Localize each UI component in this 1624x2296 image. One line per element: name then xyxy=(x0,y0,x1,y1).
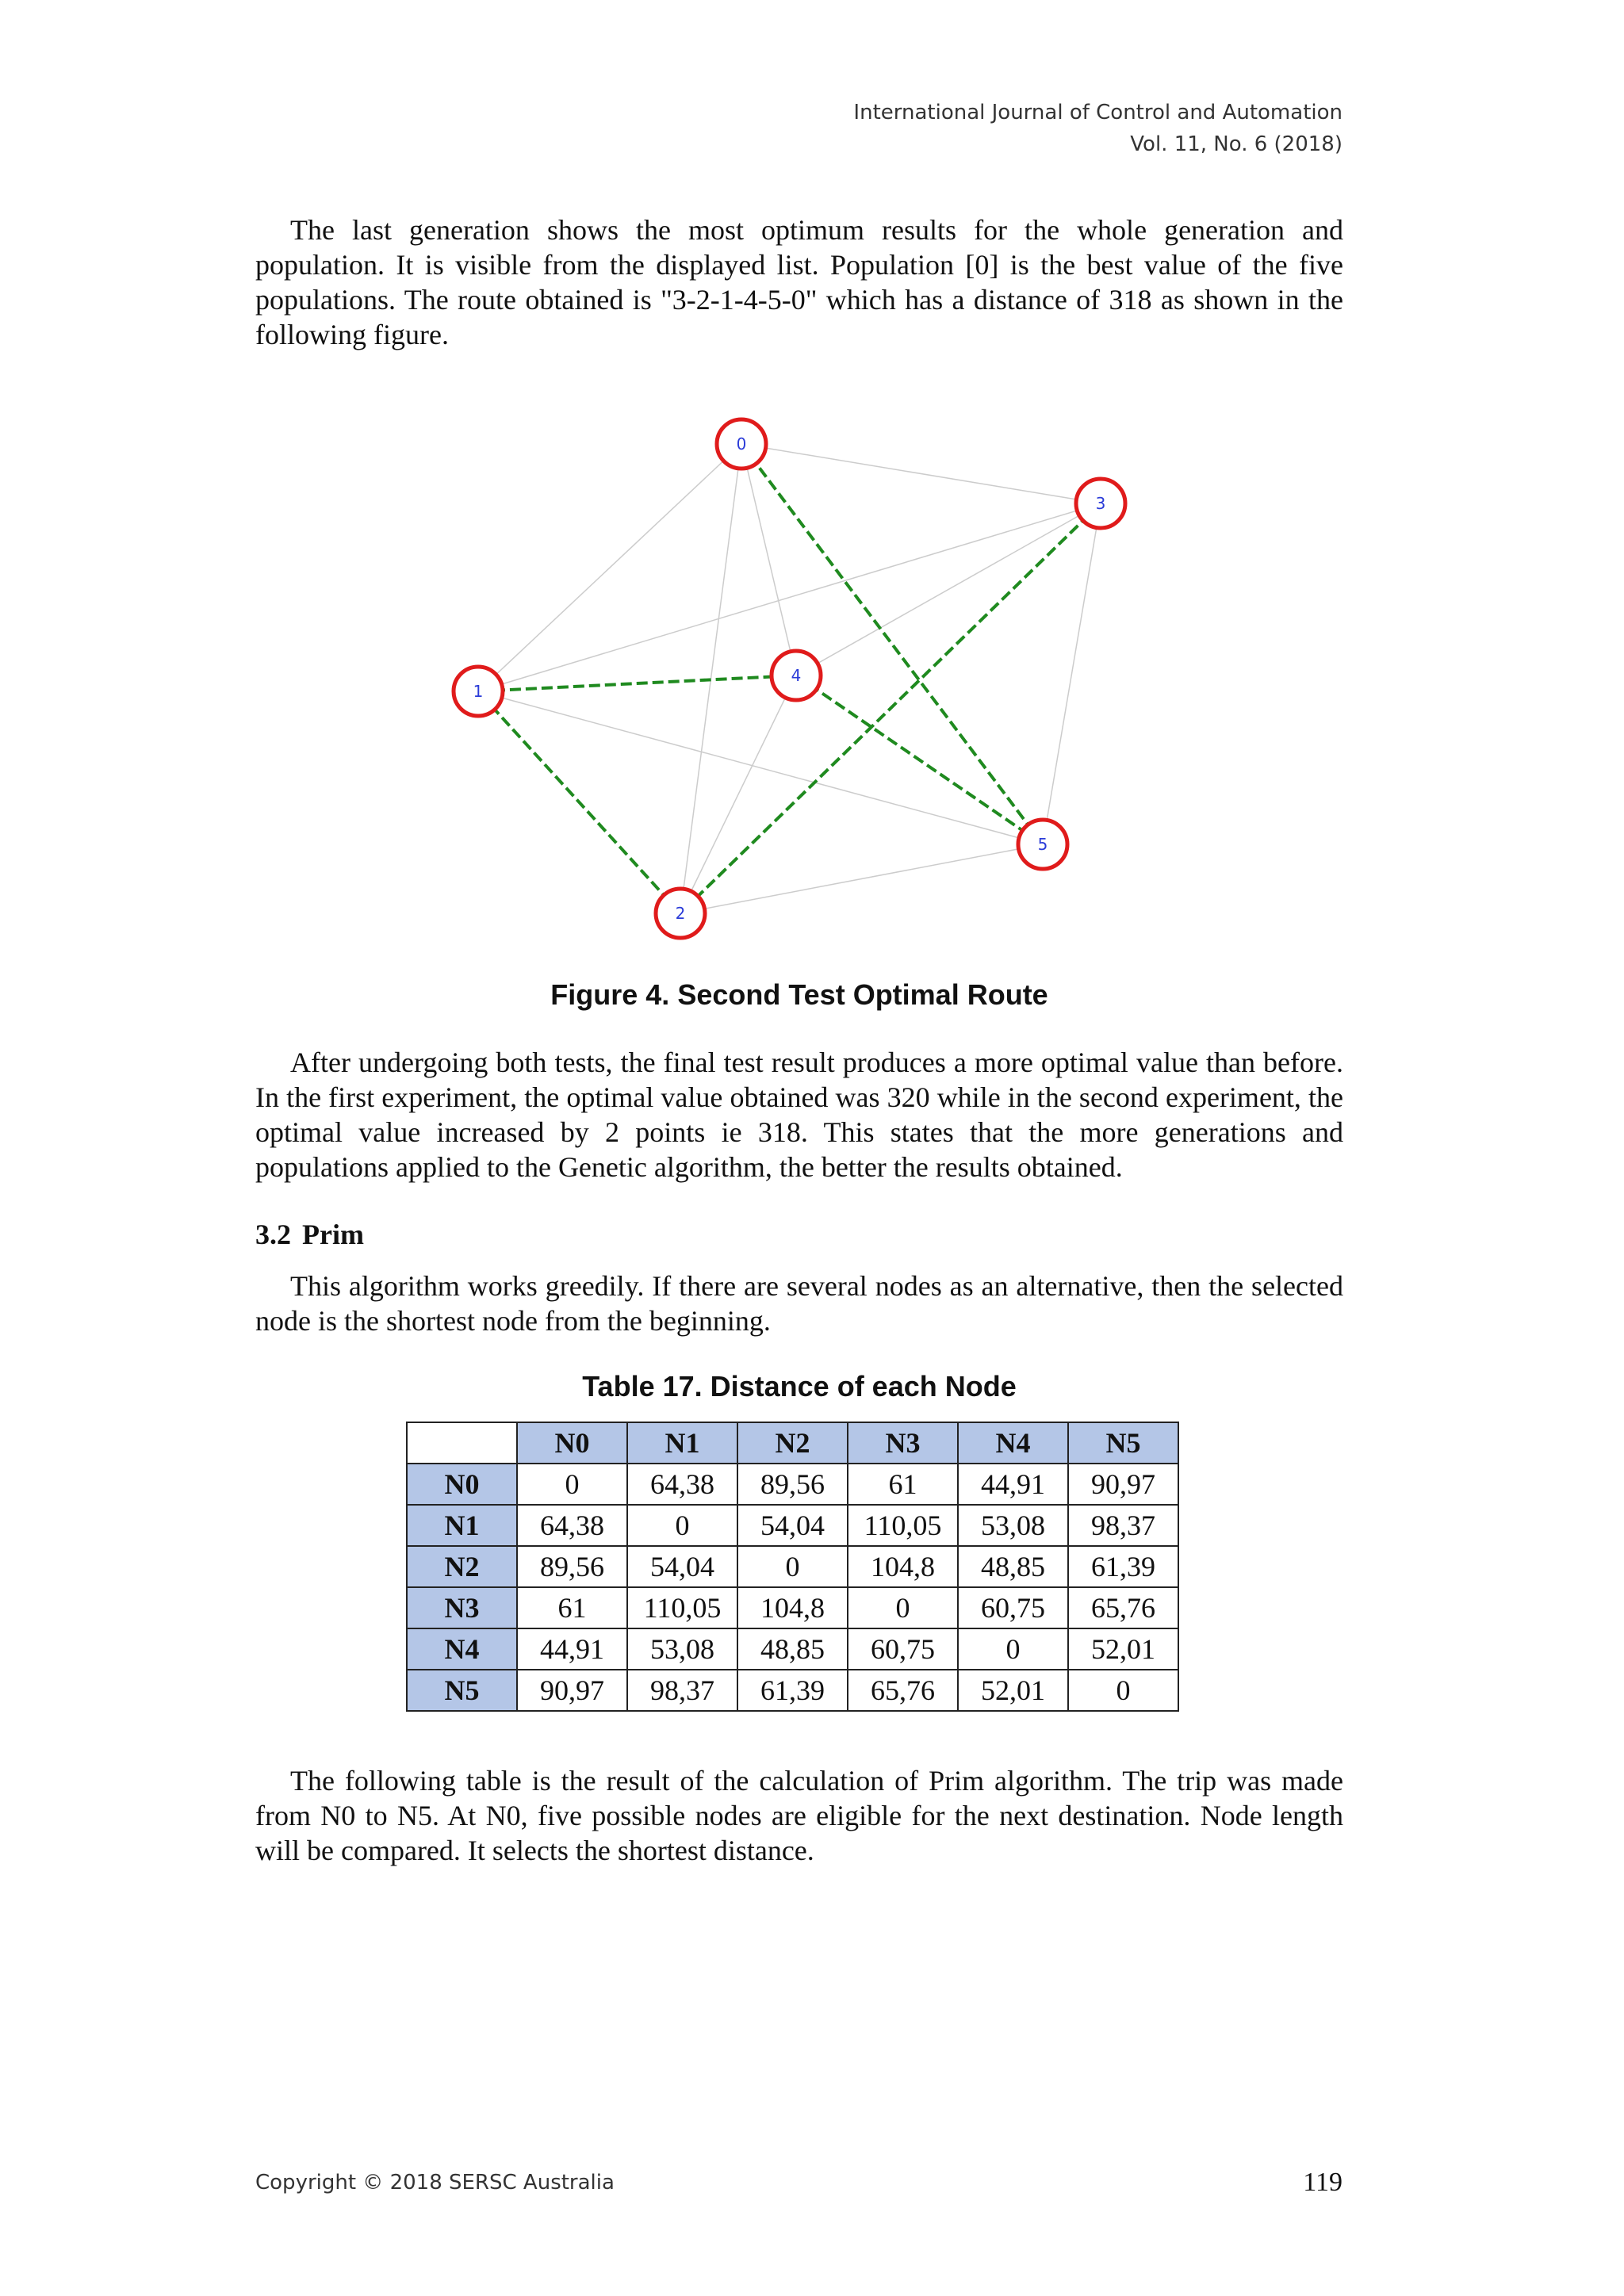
node-label: 5 xyxy=(1037,835,1048,854)
edge-2-5 xyxy=(680,844,1043,913)
table-cell: 89,56 xyxy=(737,1464,848,1505)
row-header-n0: N0 xyxy=(407,1464,517,1505)
table-cell: 65,76 xyxy=(848,1670,958,1711)
node-label: 1 xyxy=(473,682,484,701)
table-cell: 60,75 xyxy=(848,1628,958,1670)
table-cell: 64,38 xyxy=(517,1505,627,1546)
route-edge-2-1 xyxy=(478,691,680,913)
table-cell: 52,01 xyxy=(1068,1628,1178,1670)
table-cell: 53,08 xyxy=(958,1505,1068,1546)
table-caption: Table 17. Distance of each Node xyxy=(582,1370,1017,1402)
table-cell: 54,04 xyxy=(737,1505,848,1546)
route-edge-5-0 xyxy=(741,444,1043,844)
paragraph-results: After undergoing both tests, the final test result produces a more optimal value than before. In the first experiment, the optimal value obtained was 320 while in the second experiment, the optimal value increased by 2 points ie 318. This states that the more generations and populations applied to the Genetic algorithm, the better the results obtained. xyxy=(255,1047,1343,1183)
distance-table xyxy=(406,1422,1179,1712)
table-row xyxy=(407,1628,1178,1670)
graph-node-1 xyxy=(454,667,503,716)
table-cell: 48,85 xyxy=(958,1546,1068,1587)
row-header-n4: N4 xyxy=(407,1628,517,1670)
table-cell: 90,97 xyxy=(517,1670,627,1711)
table-cell: 44,91 xyxy=(958,1464,1068,1505)
edge-3-4 xyxy=(796,503,1101,675)
table-cell: 48,85 xyxy=(737,1628,848,1670)
edge-2-4 xyxy=(680,675,796,913)
table-cell: 98,37 xyxy=(627,1670,737,1711)
column-header-n3: N3 xyxy=(848,1422,958,1464)
row-header-n5: N5 xyxy=(407,1670,517,1711)
table-row xyxy=(407,1464,1178,1505)
figure-caption: Figure 4. Second Test Optimal Route xyxy=(550,978,1048,1011)
row-header-n3: N3 xyxy=(407,1587,517,1628)
edge-0-4 xyxy=(741,444,796,675)
node-label: 0 xyxy=(736,434,747,453)
graph-node-3 xyxy=(1076,479,1125,528)
column-header-n5: N5 xyxy=(1068,1422,1178,1464)
page-number: 119 xyxy=(1303,2168,1342,2197)
table-cell: 0 xyxy=(958,1628,1068,1670)
table-cell: 54,04 xyxy=(627,1546,737,1587)
table-cell: 61 xyxy=(848,1464,958,1505)
column-header-n1: N1 xyxy=(627,1422,737,1464)
running-header xyxy=(853,97,1342,160)
edge-0-3 xyxy=(741,444,1101,503)
table-cell: 60,75 xyxy=(958,1587,1068,1628)
row-header-n2: N2 xyxy=(407,1546,517,1587)
table-cell: 0 xyxy=(517,1464,627,1505)
table-cell: 0 xyxy=(1068,1670,1178,1711)
graph-node-2 xyxy=(656,889,705,938)
column-header-n2: N2 xyxy=(737,1422,848,1464)
edge-3-5 xyxy=(1043,503,1101,844)
table-cell: 61 xyxy=(517,1587,627,1628)
table-cell: 90,97 xyxy=(1068,1464,1178,1505)
table-cell: 0 xyxy=(848,1587,958,1628)
section-title: Prim xyxy=(302,1219,364,1250)
table-cell: 44,91 xyxy=(517,1628,627,1670)
column-header-n0: N0 xyxy=(517,1422,627,1464)
table-cell: 61,39 xyxy=(737,1670,848,1711)
route-graph-figure xyxy=(428,404,1158,959)
table-cell: 110,05 xyxy=(848,1505,958,1546)
edge-1-5 xyxy=(478,691,1043,844)
paragraph-prim-table: The following table is the result of the calculation of Prim algorithm. The trip was made from N0 to N5. At N0, five possible nodes are eligible for the next destination. Node length will be compared. It selects the shortest distance. xyxy=(255,1765,1343,1866)
table-row xyxy=(407,1546,1178,1587)
table-cell: 53,08 xyxy=(627,1628,737,1670)
table-row xyxy=(407,1505,1178,1546)
node-label: 3 xyxy=(1095,494,1106,513)
table-cell: 64,38 xyxy=(627,1464,737,1505)
node-label: 4 xyxy=(791,666,802,685)
table-cell: 65,76 xyxy=(1068,1587,1178,1628)
journal-volume: Vol. 11, No. 6 (2018) xyxy=(1130,132,1342,156)
section-number: 3.2 xyxy=(255,1219,291,1250)
route-edge-4-5 xyxy=(796,675,1043,844)
footer-copyright: Copyright © 2018 SERSC Australia xyxy=(255,2171,615,2195)
graph-node-5 xyxy=(1018,820,1067,869)
table-row xyxy=(407,1587,1178,1628)
table-cell: 104,8 xyxy=(848,1546,958,1587)
table-cell: 104,8 xyxy=(737,1587,848,1628)
paragraph-intro: The last generation shows the most optimum results for the whole generation and population. It is visible from the displayed list. Population [0] is the best value of the five populations. The route obtained is "3-2-1-4-5-0" which has a distance of 318 as shown in the following figure. xyxy=(255,214,1343,350)
graph-nodes xyxy=(454,419,1125,938)
edge-0-1 xyxy=(478,444,741,691)
section-heading xyxy=(255,1218,364,1251)
graph-node-4 xyxy=(772,651,821,700)
table-cell: 61,39 xyxy=(1068,1546,1178,1587)
table-row xyxy=(407,1670,1178,1711)
table-cell: 0 xyxy=(627,1505,737,1546)
table-cell: 0 xyxy=(737,1546,848,1587)
journal-name: International Journal of Control and Automation xyxy=(853,101,1342,124)
node-label: 2 xyxy=(675,904,686,923)
graph-node-0 xyxy=(717,419,766,469)
table-cell: 89,56 xyxy=(517,1546,627,1587)
table-header-row xyxy=(407,1422,1178,1464)
row-header-n1: N1 xyxy=(407,1505,517,1546)
table-cell: 110,05 xyxy=(627,1587,737,1628)
table-cell: 52,01 xyxy=(958,1670,1068,1711)
table-corner-cell xyxy=(407,1422,517,1464)
table-cell: 98,37 xyxy=(1068,1505,1178,1546)
route-edge-1-4 xyxy=(478,675,796,691)
paragraph-prim: This algorithm works greedily. If there are several nodes as an alternative, then the selected node is the shortest node from the beginning. xyxy=(255,1270,1343,1337)
column-header-n4: N4 xyxy=(958,1422,1068,1464)
